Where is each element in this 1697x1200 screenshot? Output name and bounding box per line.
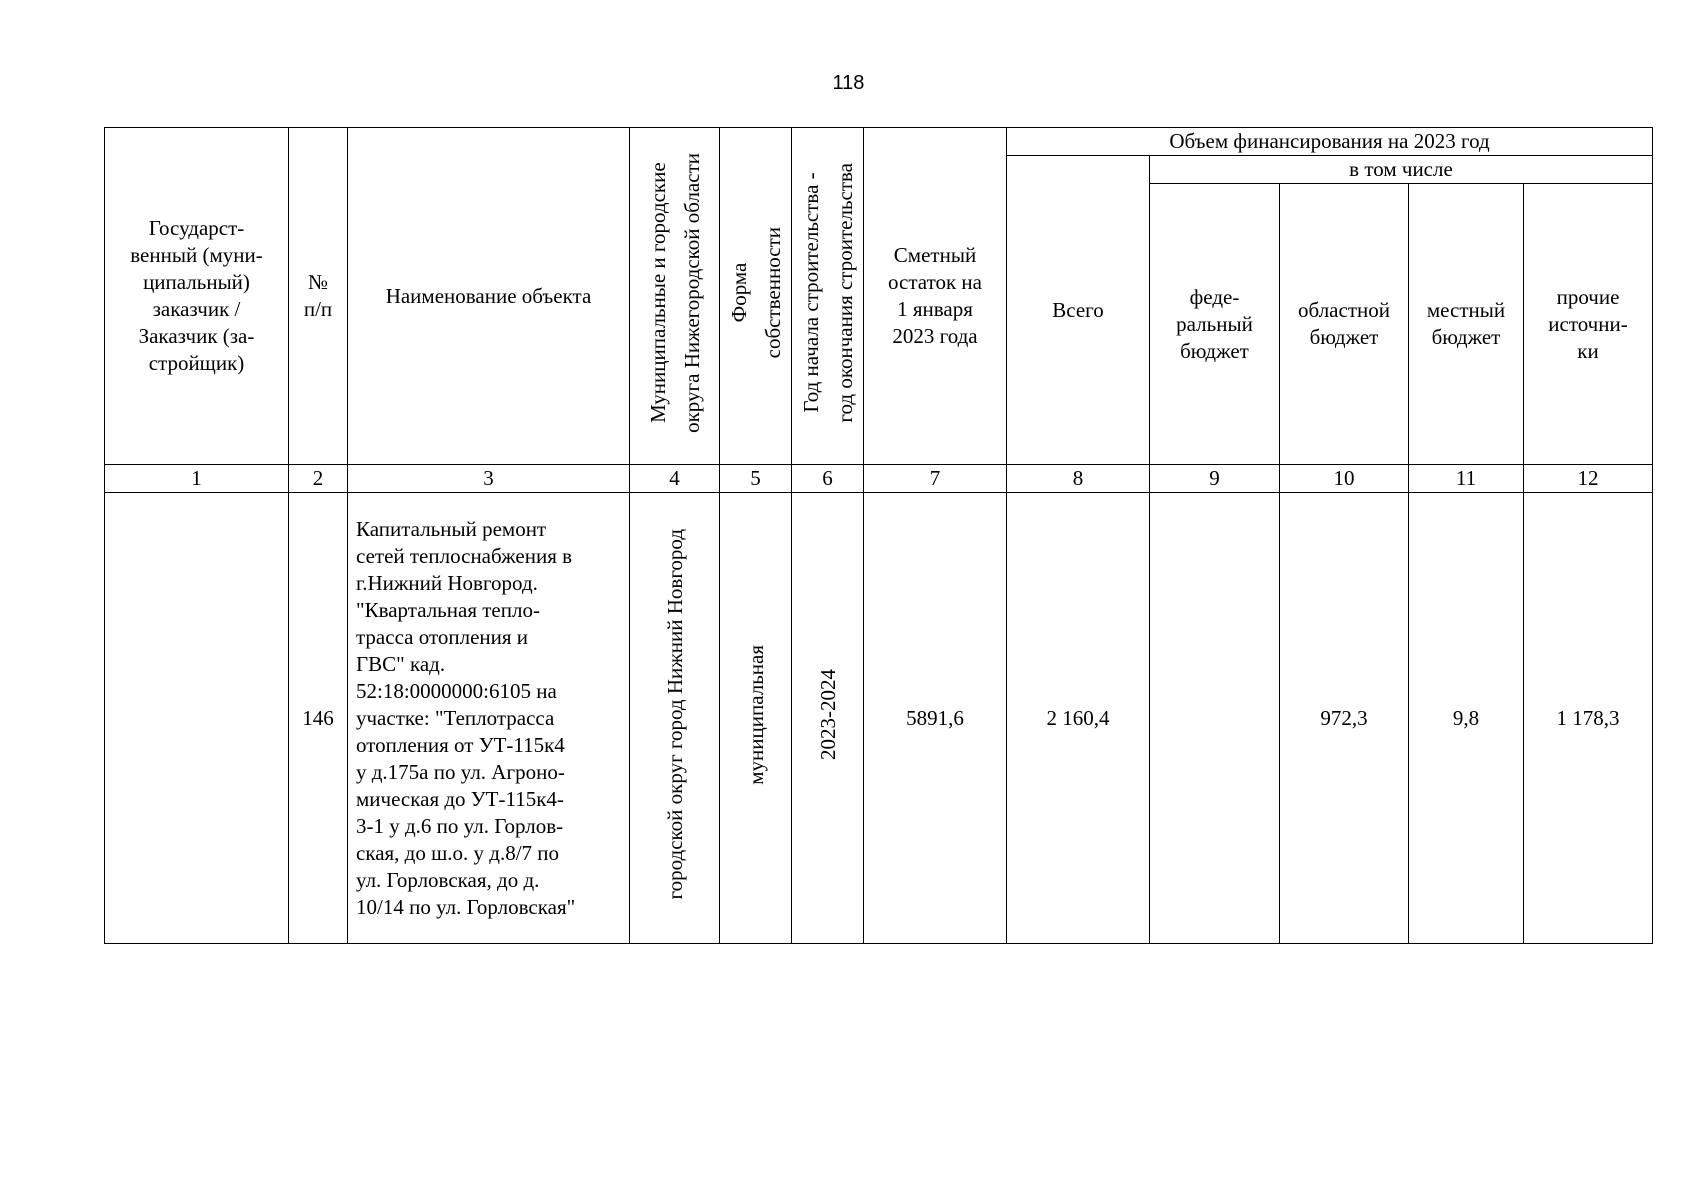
table-row bbox=[105, 493, 1653, 944]
header-number: № п/п bbox=[289, 128, 348, 465]
column-number: 10 bbox=[1280, 465, 1409, 493]
header-including: в том числе bbox=[1150, 156, 1653, 184]
column-number: 5 bbox=[720, 465, 792, 493]
header-object-name: Наименование объекта bbox=[348, 128, 630, 465]
header-local: местный бюджет bbox=[1409, 184, 1524, 465]
header-row-1 bbox=[105, 128, 1653, 156]
cell-ownership: муниципальная bbox=[720, 493, 792, 944]
cell-years: 2023-2024 bbox=[792, 493, 864, 944]
header-financing: Объем финансирования на 2023 год bbox=[1007, 128, 1653, 156]
header-federal: феде- ральный бюджет bbox=[1150, 184, 1280, 465]
column-numbers-row bbox=[105, 465, 1653, 493]
column-number: 6 bbox=[792, 465, 864, 493]
cell-customer bbox=[105, 493, 289, 944]
column-number: 8 bbox=[1007, 465, 1150, 493]
cell-estimated-balance: 5891,6 bbox=[864, 493, 1007, 944]
column-number: 1 bbox=[105, 465, 289, 493]
cell-regional: 972,3 bbox=[1280, 493, 1409, 944]
header-customer: Государст- венный (муни- ципальный) заказчик / Заказчик (за- стройщик) bbox=[105, 128, 289, 465]
header-other: прочие источни- ки bbox=[1524, 184, 1653, 465]
header-district: Муниципальные и городские округа Нижегородской области bbox=[630, 128, 720, 465]
header-regional: областной бюджет bbox=[1280, 184, 1409, 465]
financing-table bbox=[104, 127, 1653, 944]
header-years: Год начала строительства - год окончания строительства bbox=[792, 128, 864, 465]
cell-total: 2 160,4 bbox=[1007, 493, 1150, 944]
header-total: Всего bbox=[1007, 156, 1150, 465]
cell-federal bbox=[1150, 493, 1280, 944]
column-number: 11 bbox=[1409, 465, 1524, 493]
page-number: 118 bbox=[832, 72, 865, 94]
cell-district: городской округ город Нижний Новгород bbox=[630, 493, 720, 944]
cell-other: 1 178,3 bbox=[1524, 493, 1653, 944]
cell-object-name: Капитальный ремонт сетей теплоснабжения в г.Нижний Новгород. "Квартальная тепло- трасса отопления и ГВС" кад. 52:18:0000000:6105 на участке: "Теплотрасса отопления от УТ-115к4 у д.175а по ул. Агроно- мическая до УТ-115к4- 3-1 у д.6 по ул. Горлов- ская, до ш.о. у д.8/7 по ул. Горловская, до д. 10/14 по ул. Горловская" bbox=[348, 493, 630, 944]
column-number: 12 bbox=[1524, 465, 1653, 493]
cell-local: 9,8 bbox=[1409, 493, 1524, 944]
column-number: 4 bbox=[630, 465, 720, 493]
header-estimated-balance: Сметный остаток на 1 января 2023 года bbox=[864, 128, 1007, 465]
column-number: 7 bbox=[864, 465, 1007, 493]
header-ownership: Форма собственности bbox=[720, 128, 792, 465]
cell-number: 146 bbox=[289, 493, 348, 944]
column-number: 9 bbox=[1150, 465, 1280, 493]
column-number: 3 bbox=[348, 465, 630, 493]
column-number: 2 bbox=[289, 465, 348, 493]
